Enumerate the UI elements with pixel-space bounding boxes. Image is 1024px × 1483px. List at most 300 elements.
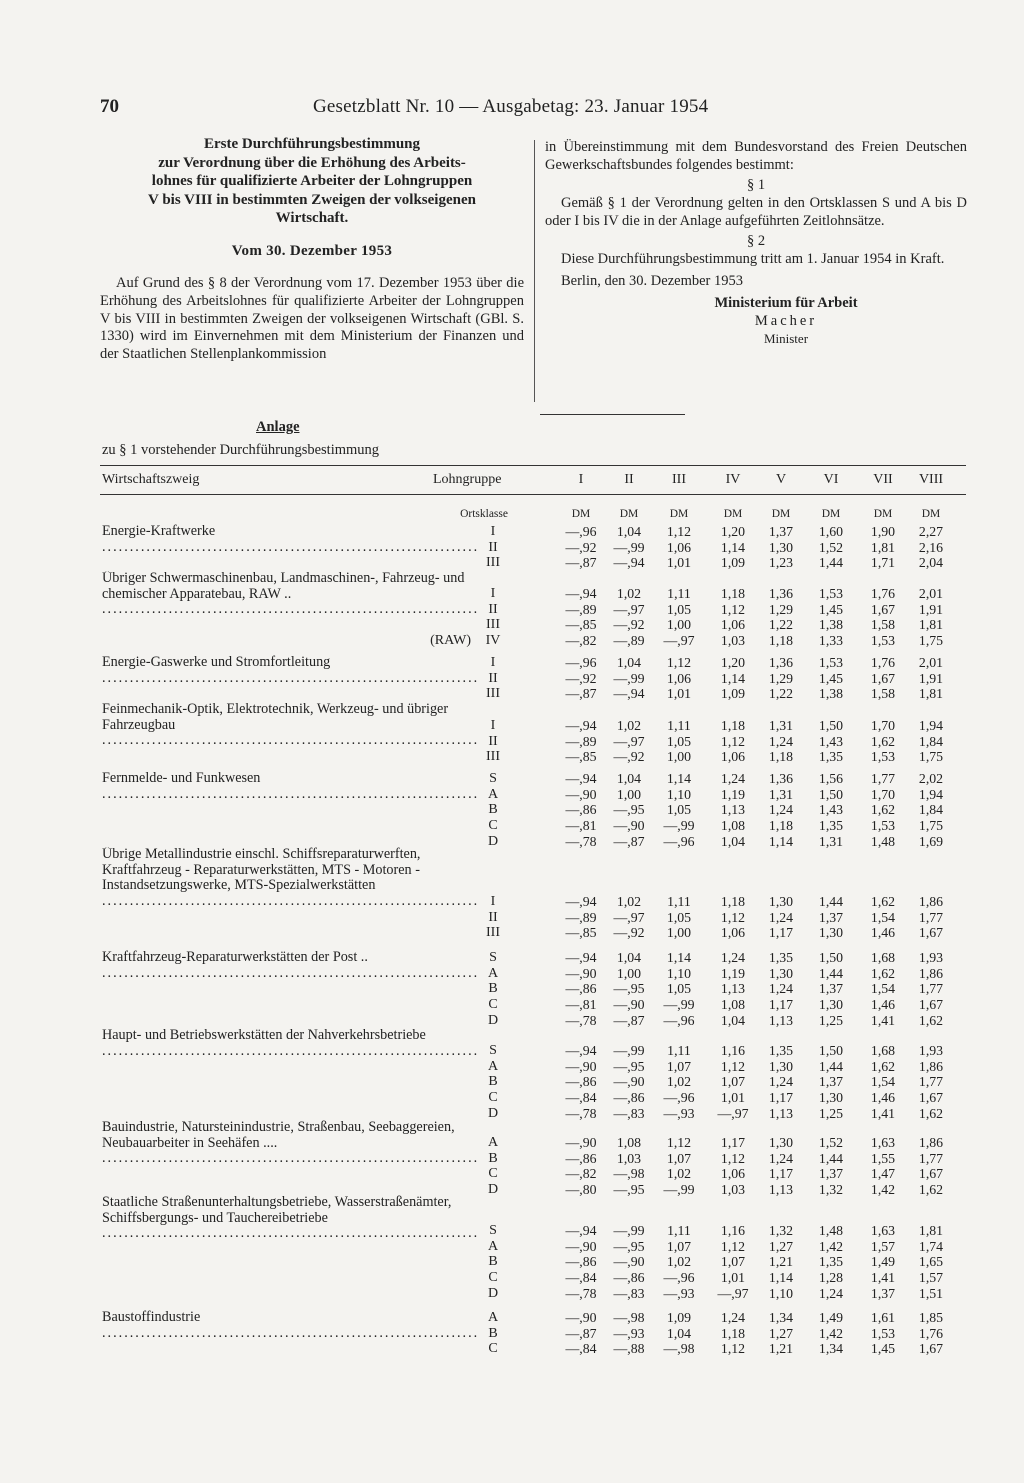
wage-cell: 1,24: [768, 733, 794, 749]
wage-cell: 1,12: [720, 1341, 746, 1357]
wage-cell: 1,77: [918, 909, 944, 925]
wage-cell: 1,55: [870, 1150, 896, 1166]
wage-cell: 1,25: [818, 1105, 844, 1121]
wage-cell: 1,54: [870, 909, 896, 925]
wage-cell: 1,29: [768, 601, 794, 617]
wage-cell: 1,67: [918, 997, 944, 1013]
wage-cell: —,87: [565, 686, 597, 702]
wage-cell: —,96: [565, 655, 597, 670]
wage-cell: 1,70: [870, 786, 896, 802]
wage-cell: 1,18: [768, 749, 794, 765]
unit-label: DM: [669, 508, 689, 520]
wage-cell: 1,30: [818, 997, 844, 1013]
wage-cell: 1,20: [720, 655, 746, 670]
column-header-group-ii: II: [624, 472, 634, 487]
wage-cell: 1,04: [720, 1012, 746, 1028]
wage-cell: 1,06: [720, 749, 746, 765]
wage-cell: 1,41: [870, 1105, 896, 1121]
ortsklasse-cell: I: [490, 655, 496, 670]
unit-label: DM: [821, 508, 841, 520]
wage-cell: 1,81: [918, 1223, 944, 1238]
wage-cell: 1,37: [768, 524, 794, 539]
wage-cell: 2,27: [918, 524, 944, 539]
wage-cell: 1,86: [918, 1058, 944, 1074]
wage-cell: 2,16: [918, 539, 944, 555]
wage-cell: 1,05: [666, 802, 692, 818]
wage-cell: 1,50: [818, 786, 844, 802]
wage-cell: —,86: [613, 1090, 645, 1106]
wage-cell: 1,13: [720, 981, 746, 997]
unit-label: DM: [873, 508, 893, 520]
wage-cell: —,92: [565, 539, 597, 555]
wage-cell: 1,93: [918, 950, 944, 965]
wage-cell: —,78: [565, 1012, 597, 1028]
wage-cell: —,89: [565, 909, 597, 925]
branch-name: Energie-Gaswerke und Stromfortleitung .....: [102, 655, 477, 686]
branch-name: Übriger Schwermaschinenbau, Landmaschinen-, Fahrzeug- und chemischer Apparatebau, RAW .. .....: [102, 571, 477, 618]
wage-cell: 1,62: [870, 733, 896, 749]
wage-cell: —,94: [565, 1043, 597, 1058]
wage-cell: 1,81: [918, 686, 944, 702]
wage-cell: —,86: [565, 802, 597, 818]
wage-cell: 1,62: [870, 802, 896, 818]
wage-cell: 1,00: [666, 617, 692, 633]
wage-cell: 1,67: [870, 670, 896, 686]
branch-name: Staatliche Straßenunterhaltungsbetriebe, Wasserstraßenämter, Schiffsbergungs- und Tauchereibetriebe .....: [102, 1195, 477, 1242]
wage-cell: 1,14: [768, 1270, 794, 1286]
wage-cell: 1,37: [870, 1285, 896, 1301]
wage-cell: 1,11: [667, 718, 691, 733]
wage-cell: 1,21: [768, 1341, 794, 1357]
wage-cell: 1,13: [720, 802, 746, 818]
wage-cell: 1,07: [666, 1150, 692, 1166]
wage-cell: 1,25: [818, 1012, 844, 1028]
wage-cell: 1,06: [720, 1166, 746, 1182]
preamble-continuation: in Übereinstimmung mit dem Bundesvorstand des Freien Deutschen Gewerkschaftsbundes folgendes bestimmt:: [545, 139, 967, 173]
ortsklasse-cell: A: [487, 786, 499, 802]
wage-cell: —,98: [663, 1341, 695, 1357]
wage-cell: 1,91: [918, 601, 944, 617]
wage-cell: —,95: [613, 1238, 645, 1254]
wage-cell: 1,16: [720, 1043, 746, 1058]
wage-cell: 1,11: [667, 1223, 691, 1238]
wage-cell: —,90: [565, 1310, 597, 1325]
wage-cell: 1,67: [918, 1090, 944, 1106]
wage-cell: 1,50: [818, 950, 844, 965]
column-header-group: Lohngruppe: [433, 472, 502, 487]
ortsklasse-cell: II: [488, 539, 498, 555]
wage-cell: —,95: [613, 981, 645, 997]
wage-cell: —,94: [565, 771, 597, 786]
wage-cell: 1,81: [870, 539, 896, 555]
wage-cell: —,95: [613, 1058, 645, 1074]
wage-cell: 1,23: [768, 555, 794, 571]
wage-cell: 1,04: [616, 950, 642, 965]
wage-cell: 1,05: [666, 909, 692, 925]
wage-cell: 1,13: [768, 1182, 794, 1198]
wage-cell: 1,61: [870, 1310, 896, 1325]
wage-cell: —,88: [613, 1341, 645, 1357]
wage-cell: 1,37: [818, 909, 844, 925]
divider-rule: [540, 414, 685, 415]
wage-cell: —,92: [613, 925, 645, 941]
wage-cell: —,86: [565, 1254, 597, 1270]
wage-cell: 1,84: [918, 733, 944, 749]
column-header-group-vii: VII: [873, 472, 893, 487]
wage-cell: 1,30: [768, 1058, 794, 1074]
wage-cell: —,94: [613, 686, 645, 702]
ortsklasse-cell: D: [487, 1285, 499, 1301]
wage-cell: 1,54: [870, 1074, 896, 1090]
wage-cell: 1,24: [768, 1150, 794, 1166]
wage-cell: —,78: [565, 1105, 597, 1121]
wage-cell: 1,18: [720, 718, 746, 733]
wage-cell: —,90: [613, 818, 645, 834]
wage-cell: 1,17: [720, 1135, 746, 1150]
wage-cell: —,89: [613, 633, 645, 649]
wage-cell: 1,12: [666, 524, 692, 539]
wage-cell: 1,17: [768, 997, 794, 1013]
wage-cell: —,85: [565, 925, 597, 941]
branch-name: Feinmechanik-Optik, Elektrotechnik, Werkzeug- und übriger Fahrzeugbau .....: [102, 702, 477, 749]
wage-cell: —,97: [717, 1285, 749, 1301]
wage-cell: —,85: [565, 617, 597, 633]
wage-cell: 1,47: [870, 1166, 896, 1182]
regulation-title: [100, 135, 524, 228]
wage-cell: 1,24: [720, 1310, 746, 1325]
wage-cell: 1,30: [768, 965, 794, 981]
wage-cell: —,93: [663, 1285, 695, 1301]
wage-cell: 1,31: [768, 718, 794, 733]
wage-cell: 1,19: [720, 786, 746, 802]
wage-cell: 1,02: [666, 1166, 692, 1182]
wage-cell: —,81: [565, 997, 597, 1013]
wage-cell: 1,42: [818, 1325, 844, 1341]
ortsklasse-cell: B: [488, 981, 498, 997]
wage-cell: 1,21: [768, 1254, 794, 1270]
wage-cell: —,85: [565, 749, 597, 765]
unit-label: DM: [619, 508, 639, 520]
wage-cell: 1,19: [720, 965, 746, 981]
wage-cell: 1,04: [616, 771, 642, 786]
wage-cell: 2,01: [918, 655, 944, 670]
wage-cell: —,94: [565, 586, 597, 601]
wage-cell: 1,17: [768, 925, 794, 941]
wage-cell: —,84: [565, 1270, 597, 1286]
title-line: V bis VIII in bestimmten Zweigen der volkseigenen: [148, 191, 476, 208]
wage-cell: 1,53: [818, 586, 844, 601]
wage-cell: 1,58: [870, 686, 896, 702]
wage-cell: —,94: [565, 950, 597, 965]
ortsklasse-cell: I: [490, 586, 496, 601]
branch-name: Fernmelde- und Funkwesen .....: [102, 771, 477, 802]
wage-cell: 1,01: [720, 1090, 746, 1106]
wage-cell: —,84: [565, 1341, 597, 1357]
ortsklasse-cell: I: [490, 718, 496, 733]
wage-cell: —,90: [613, 997, 645, 1013]
wage-cell: 1,94: [918, 718, 944, 733]
ortsklasse-cell: C: [488, 1166, 498, 1182]
wage-cell: —,84: [565, 1090, 597, 1106]
wage-cell: —,98: [613, 1166, 645, 1182]
unit-label: DM: [771, 508, 791, 520]
wage-cell: 1,38: [818, 686, 844, 702]
wage-cell: 1,62: [870, 965, 896, 981]
wage-cell: 1,85: [918, 1310, 944, 1325]
table-top-rule: [100, 465, 966, 466]
unit-label: DM: [921, 508, 941, 520]
wage-cell: 1,02: [666, 1074, 692, 1090]
column-header-group-viii: VIII: [918, 472, 944, 487]
wage-cell: 1,06: [666, 539, 692, 555]
column-header-group-vi: VI: [823, 472, 839, 487]
wage-cell: 1,36: [768, 655, 794, 670]
wage-cell: 1,58: [870, 617, 896, 633]
wage-cell: 1,57: [918, 1270, 944, 1286]
wage-cell: 1,01: [666, 555, 692, 571]
ortsklasse-cell: C: [488, 818, 498, 834]
wage-cell: 1,02: [616, 894, 642, 909]
wage-cell: 1,45: [870, 1341, 896, 1357]
wage-cell: 1,17: [768, 1090, 794, 1106]
wage-cell: 1,27: [768, 1238, 794, 1254]
wage-cell: 1,31: [768, 786, 794, 802]
wage-cell: 1,53: [818, 655, 844, 670]
ortsklasse-cell: I: [490, 524, 496, 539]
wage-cell: 1,24: [768, 802, 794, 818]
ortsklasse-cell: C: [488, 997, 498, 1013]
wage-cell: 1,35: [818, 749, 844, 765]
wage-cell: —,97: [613, 733, 645, 749]
wage-cell: 1,03: [720, 1182, 746, 1198]
wage-cell: 1,06: [720, 925, 746, 941]
column-divider: [534, 140, 535, 402]
ortsklasse-cell: S: [489, 1223, 497, 1238]
wage-cell: —,95: [613, 802, 645, 818]
branch-name: Haupt- und Betriebswerkstätten der Nahverkehrsbetriebe .....: [102, 1028, 477, 1059]
wage-cell: 1,44: [818, 1150, 844, 1166]
right-column: [545, 138, 967, 348]
wage-cell: —,99: [663, 1182, 695, 1198]
wage-cell: —,90: [565, 786, 597, 802]
wage-cell: 1,14: [720, 670, 746, 686]
branch-name: Energie-Kraftwerke .....: [102, 524, 477, 555]
wage-cell: —,90: [565, 965, 597, 981]
wage-cell: 1,67: [918, 1341, 944, 1357]
wage-cell: 1,37: [818, 981, 844, 997]
wage-cell: 1,22: [768, 617, 794, 633]
wage-cell: 1,18: [720, 1325, 746, 1341]
left-column: [100, 135, 524, 364]
wage-cell: 1,91: [918, 670, 944, 686]
wage-cell: 1,18: [768, 818, 794, 834]
wage-cell: —,99: [613, 539, 645, 555]
wage-cell: 1,06: [720, 617, 746, 633]
wage-cell: 1,30: [768, 1135, 794, 1150]
wage-cell: —,90: [613, 1074, 645, 1090]
wage-cell: 1,65: [918, 1254, 944, 1270]
ortsklasse-cell: A: [487, 965, 499, 981]
wage-cell: —,97: [663, 633, 695, 649]
wage-cell: 1,56: [818, 771, 844, 786]
wage-cell: 1,51: [918, 1285, 944, 1301]
branch-name: Bauindustrie, Natursteinindustrie, Straßenbau, Seebaggereien, Neubauarbeiter in Seehäfen .... .....: [102, 1120, 477, 1167]
wage-cell: 1,67: [870, 601, 896, 617]
wage-cell: 1,24: [768, 909, 794, 925]
title-line: lohnes für qualifizierte Arbeiter der Lohngruppen: [151, 173, 473, 189]
wage-cell: 1,14: [768, 833, 794, 849]
wage-cell: —,95: [613, 1182, 645, 1198]
wage-cell: 1,37: [818, 1074, 844, 1090]
wage-cell: 1,77: [870, 771, 896, 786]
ortsklasse-cell: III: [486, 925, 500, 941]
wage-cell: 1,02: [616, 718, 642, 733]
wage-cell: 1,68: [870, 950, 896, 965]
table-header-rule: [100, 494, 966, 495]
wage-cell: 1,11: [667, 586, 691, 601]
wage-cell: —,86: [565, 1150, 597, 1166]
wage-cell: —,90: [565, 1238, 597, 1254]
wage-cell: —,89: [565, 601, 597, 617]
title-line: zur Verordnung über die Erhöhung des Arbeits-: [158, 154, 466, 171]
wage-cell: —,86: [565, 1074, 597, 1090]
wage-cell: —,78: [565, 833, 597, 849]
wage-cell: 1,16: [720, 1223, 746, 1238]
wage-cell: 1,53: [870, 749, 896, 765]
wage-cell: 1,62: [918, 1012, 944, 1028]
wage-cell: 1,12: [666, 1135, 692, 1150]
wage-cell: —,98: [613, 1310, 645, 1325]
wage-cell: —,99: [613, 1043, 645, 1058]
wage-cell: 1,00: [616, 965, 642, 981]
wage-cell: —,83: [613, 1285, 645, 1301]
wage-cell: 1,77: [918, 1150, 944, 1166]
wage-cell: 1,52: [818, 1135, 844, 1150]
wage-cell: 1,09: [720, 555, 746, 571]
wage-cell: 1,62: [918, 1182, 944, 1198]
wage-cell: 1,69: [918, 833, 944, 849]
wage-cell: 1,46: [870, 997, 896, 1013]
ortsklasse-cell: I: [490, 894, 496, 909]
ortsklasse-cell: B: [488, 802, 498, 818]
wage-cell: 1,32: [768, 1223, 794, 1238]
wage-cell: —,93: [663, 1105, 695, 1121]
wage-cell: 1,10: [666, 786, 692, 802]
wage-cell: 1,07: [666, 1058, 692, 1074]
wage-cell: 1,30: [768, 894, 794, 909]
wage-cell: 1,63: [870, 1135, 896, 1150]
wage-cell: 1,24: [768, 1074, 794, 1090]
wage-cell: —,78: [565, 1285, 597, 1301]
wage-cell: 1,04: [616, 655, 642, 670]
title-line: Erste Durchführungsbestimmung: [204, 136, 420, 152]
ortsklasse-cell: S: [489, 950, 497, 965]
wage-cell: 1,24: [818, 1285, 844, 1301]
wage-cell: 1,12: [720, 733, 746, 749]
wage-cell: 1,67: [918, 925, 944, 941]
wage-cell: 1,48: [818, 1223, 844, 1238]
wage-cell: 1,09: [666, 1310, 692, 1325]
ortsklasse-cell: D: [487, 833, 499, 849]
unit-label: DM: [723, 508, 743, 520]
ortsklasse-cell: III: [486, 686, 500, 702]
ortsklasse-cell: A: [487, 1058, 499, 1074]
ortsklasse-cell: C: [488, 1090, 498, 1106]
wage-cell: 1,42: [818, 1238, 844, 1254]
wage-cell: 1,86: [918, 965, 944, 981]
wage-cell: 1,22: [768, 686, 794, 702]
ortsklasse-cell: II: [488, 601, 498, 617]
wage-cell: —,94: [565, 1223, 597, 1238]
wage-cell: —,99: [613, 670, 645, 686]
wage-cell: 1,62: [870, 1058, 896, 1074]
wage-cell: 1,01: [720, 1270, 746, 1286]
wage-cell: —,86: [613, 1270, 645, 1286]
wage-cell: 1,34: [768, 1310, 794, 1325]
wage-cell: —,89: [565, 733, 597, 749]
wage-cell: 1,05: [666, 733, 692, 749]
wage-cell: 1,20: [720, 524, 746, 539]
wage-cell: 1,45: [818, 601, 844, 617]
ortsklasse-cell: B: [488, 1150, 498, 1166]
wage-cell: 1,94: [918, 786, 944, 802]
branch-name: Kraftfahrzeug-Reparaturwerkstätten der Post .. .....: [102, 950, 477, 981]
wage-cell: 1,50: [818, 718, 844, 733]
wage-cell: 1,18: [720, 894, 746, 909]
column-header-group-i: I: [578, 472, 584, 487]
ortsklasse-cell: D: [487, 1182, 499, 1198]
wage-cell: 1,57: [870, 1238, 896, 1254]
wage-cell: 1,03: [720, 633, 746, 649]
wage-cell: 1,43: [818, 802, 844, 818]
wage-cell: 1,53: [870, 633, 896, 649]
wage-cell: 1,04: [720, 833, 746, 849]
ortsklasse-cell: D: [487, 1012, 499, 1028]
wage-cell: 1,11: [667, 894, 691, 909]
unit-label: DM: [571, 508, 591, 520]
wage-cell: 1,41: [870, 1270, 896, 1286]
wage-cell: 1,54: [870, 981, 896, 997]
wage-cell: 1,35: [768, 950, 794, 965]
ortsklasse-cell: IV: [485, 633, 501, 649]
wage-cell: —,97: [613, 601, 645, 617]
section-2-text: Diese Durchführungsbestimmung tritt am 1. Januar 1954 in Kraft.: [561, 251, 945, 267]
wage-cell: 1,71: [870, 555, 896, 571]
wage-cell: 1,77: [918, 981, 944, 997]
wage-cell: 1,01: [666, 686, 692, 702]
wage-cell: 1,86: [918, 894, 944, 909]
wage-cell: 1,90: [870, 524, 896, 539]
wage-cell: 1,30: [818, 1090, 844, 1106]
wage-cell: 1,08: [616, 1135, 642, 1150]
wage-cell: —,96: [663, 1090, 695, 1106]
wage-cell: 1,36: [768, 586, 794, 601]
preamble-text: Auf Grund des § 8 der Verordnung vom 17. Dezember 1953 über die Erhöhung des Arbeitslohnes für qualifizierte Arbeiter der Lohngruppen V bis VIII in bestimmten Zweigen der volkseigenen Wirtschaft (GBl. S. 1330) wird im Einvernehmen mit dem Ministerium der Finanzen und der Staatlichen Stellenplankommission: [100, 275, 524, 363]
wage-cell: 2,02: [918, 771, 944, 786]
wage-cell: 1,38: [818, 617, 844, 633]
wage-cell: —,86: [565, 981, 597, 997]
wage-cell: 1,44: [818, 894, 844, 909]
wage-cell: —,90: [613, 1254, 645, 1270]
wage-cell: 2,01: [918, 586, 944, 601]
wage-cell: 1,62: [918, 1105, 944, 1121]
wage-cell: 1,17: [768, 1166, 794, 1182]
wage-cell: —,92: [613, 617, 645, 633]
wage-cell: 1,44: [818, 965, 844, 981]
column-header-group-iv: IV: [725, 472, 741, 487]
column-header-branch: Wirtschaftszweig: [102, 472, 200, 487]
ministry-name: Ministerium für Arbeit: [714, 295, 858, 311]
